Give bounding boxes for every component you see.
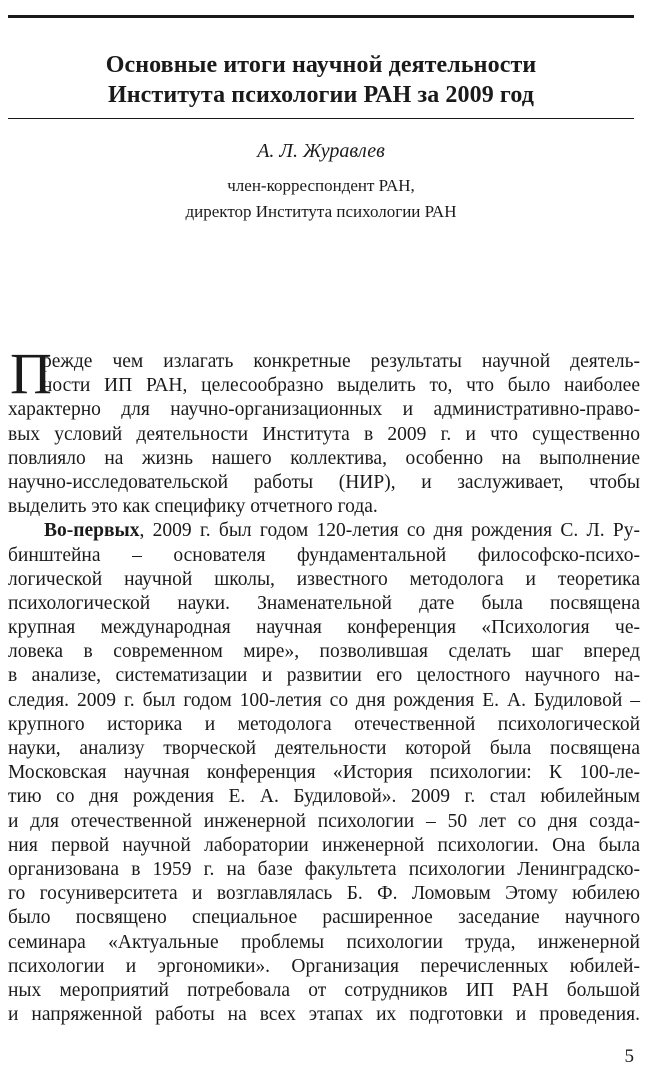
- title-rule: [8, 118, 634, 119]
- title-line-1: Основные итоги научной деятельности: [105, 52, 537, 78]
- paragraph-line: психологии и эргономики». Организация перечисленных юбилей-: [8, 955, 640, 977]
- paragraph-line: бинштейна – основателя фундаментальной философско-психо-: [8, 544, 640, 566]
- author-name: А. Л. Журавлев: [257, 140, 385, 162]
- paragraph-line: ния первой научной лаборатории инженерной психологии. Она была: [8, 834, 640, 856]
- paragraph-line: Московская научная конференция «История психологии: К 100-ле-: [8, 762, 640, 784]
- paragraph-line: науки, анализу творческой деятельности которой была посвящена: [8, 738, 640, 759]
- paragraph-line: ности ИП РАН, целесообразно выделить то, что было наиболее: [42, 375, 640, 397]
- paragraph-line: в анализе, систематизации и развитии его целостного научного на-: [8, 665, 640, 687]
- paragraph-lead: Во-первых: [44, 520, 140, 542]
- paragraph-line: семинара «Актуальные проблемы психологии труда, инженерной: [8, 931, 640, 953]
- paragraph-line: было посвящено специальное расширенное заседание научного: [8, 907, 640, 929]
- page-number: 5: [624, 1046, 634, 1067]
- affiliation-line-1: член-корреспондент РАН,: [227, 176, 415, 195]
- paragraph-line: режде чем излагать конкретные результаты научной деятель-: [42, 351, 640, 372]
- article-body: [8, 341, 640, 1027]
- paragraph-line: логической научной школы, известного методолога и теоретика: [8, 568, 640, 590]
- paragraph-line: организована в 1959 г. на базе факультета психологии Ленинградско-: [8, 858, 640, 880]
- affiliation-line-2: директор Института психологии РАН: [185, 202, 457, 221]
- paragraph-line: следия. 2009 г. был годом 100-летия со дня рождения Е. А. Будиловой –: [8, 689, 640, 711]
- author-affiliation: [8, 173, 634, 225]
- drop-cap: П: [10, 341, 52, 406]
- paragraph-line: тию со дня рождения Е. А. Будиловой». 2009 г. стал юбилейным: [8, 786, 640, 808]
- paragraph-2: [8, 519, 640, 1027]
- paragraph-line: крупная международная научная конференция «Психология че-: [8, 617, 640, 639]
- paragraph-line-rest: , 2009 г. был годом 120-летия со дня рождения С. Л. Ру-: [139, 520, 640, 542]
- paragraph-line: ловека в современном мире», позволившая сделать шаг вперед: [8, 641, 640, 663]
- paragraph-line: повлияло на жизнь нашего коллектива, особенно на выполнение: [8, 447, 640, 469]
- paragraph-line: вых условий деятельности Института в 2009 г. и что существенно: [8, 423, 640, 445]
- paragraph-line: выделить это как специфику отчетного года.: [8, 496, 378, 518]
- top-rule: [8, 15, 634, 18]
- paragraph-line: [8, 519, 640, 543]
- paragraph-1: [8, 341, 640, 519]
- paragraph-line: го госуниверситета и возглавлялась Б. Ф. Ломовым Этому юбилею: [8, 883, 640, 905]
- paragraph-line: и для отечественной инженерной психологии – 50 лет со дня созда-: [8, 810, 640, 832]
- paragraph-line: и напряженной работы на всех этапах их подготовки и проведения.: [8, 1004, 640, 1026]
- paragraph-line: научно-исследовательской работы (НИР), и заслуживает, чтобы: [8, 471, 640, 493]
- title-line-2: Института психологии РАН за 2009 год: [107, 82, 534, 108]
- paragraph-line: характерно для научно-организационных и административно-право-: [8, 399, 640, 421]
- paragraph-line: психологической науки. Знаменательной дате была посвящена: [8, 592, 640, 614]
- paragraph-line: крупного историка и методолога отечественной психологической: [8, 713, 640, 735]
- paragraph-line: ных мероприятий потребовала от сотрудников ИП РАН большой: [8, 979, 640, 1001]
- article-title: [8, 50, 634, 110]
